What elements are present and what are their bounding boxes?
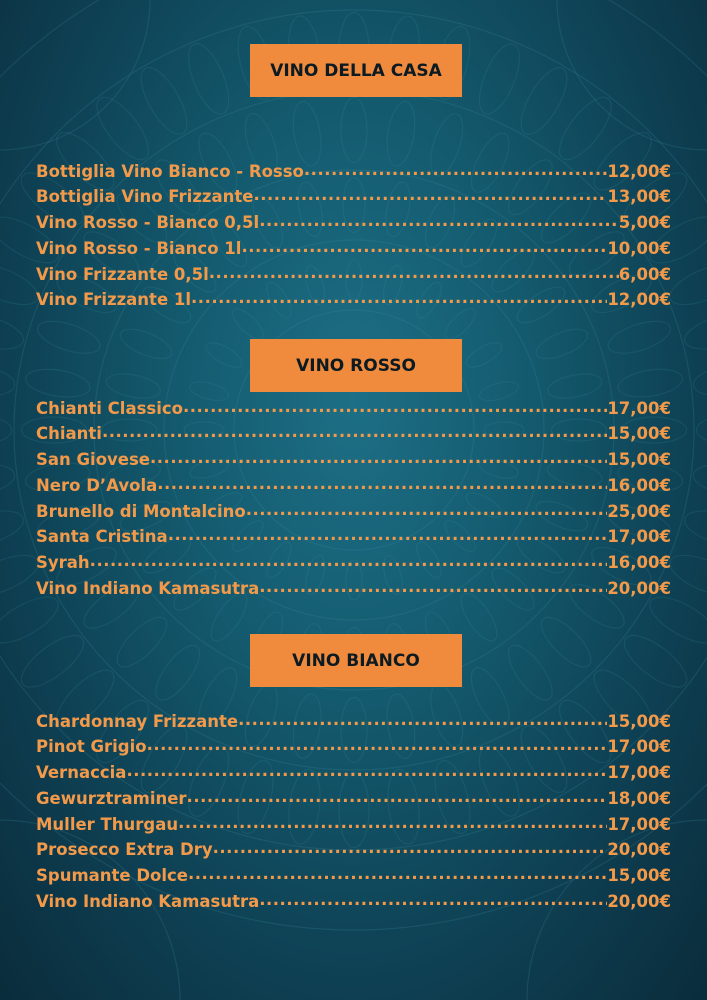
dot-leader — [209, 263, 619, 280]
item-price: 20,00€ — [607, 579, 671, 599]
item-price: 6,00€ — [618, 264, 671, 284]
item-price: 17,00€ — [607, 398, 671, 418]
item-price: 17,00€ — [607, 527, 671, 547]
dot-leader — [157, 474, 607, 491]
item-name: Vino Indiano Kamasutra — [36, 579, 260, 599]
item-name: Vino Indiano Kamasutra — [36, 892, 260, 912]
item-name: Bottiglia Vino Bianco - Rosso — [36, 161, 304, 181]
item-name: Gewurztraminer — [36, 788, 187, 808]
menu-item — [36, 212, 671, 238]
item-name: Vino Frizzante 0,5l — [36, 264, 209, 284]
mandala-petal — [341, 98, 367, 163]
menu-item — [36, 397, 671, 423]
mandala-petal — [34, 315, 104, 360]
mandala-petal — [14, 627, 92, 696]
item-price: 15,00€ — [607, 866, 671, 886]
menu-item — [36, 160, 671, 186]
section-header-vino-della-casa: VINO DELLA CASA — [250, 44, 462, 97]
dot-leader — [259, 891, 607, 908]
dot-leader — [187, 787, 608, 804]
menu-item — [36, 710, 671, 736]
item-name: Bottiglia Vino Frizzante — [36, 187, 254, 207]
section-header-vino-bianco: VINO BIANCO — [250, 634, 462, 687]
item-price: 12,00€ — [607, 161, 671, 181]
item-name: Chianti Classico — [36, 398, 183, 418]
mandala-petal — [110, 610, 174, 674]
mandala-petal — [0, 504, 27, 552]
mandala-petal — [551, 90, 620, 168]
mandala-petal — [0, 415, 12, 445]
dot-leader — [178, 813, 607, 830]
mandala-petal — [289, 100, 325, 168]
mandala-petal — [24, 365, 92, 401]
mandala-petal — [203, 338, 246, 372]
mandala-petal — [697, 415, 707, 445]
mandala-petal — [471, 39, 527, 120]
dot-leader — [188, 865, 607, 882]
menu-list-vino-bianco — [36, 710, 671, 916]
menu-item — [36, 813, 671, 839]
menu-item — [36, 423, 671, 449]
menu-item — [36, 449, 671, 475]
item-name: Vernaccia — [36, 763, 127, 783]
mandala-petal — [512, 61, 575, 141]
mandala-petal — [88, 90, 157, 168]
item-name: Prosecco Extra Dry — [36, 840, 213, 860]
menu-item — [36, 186, 671, 212]
menu-item — [36, 736, 671, 762]
dot-leader — [126, 762, 607, 779]
menu-item — [36, 474, 671, 500]
item-name: Chianti — [36, 424, 102, 444]
item-price: 20,00€ — [607, 840, 671, 860]
item-price: 13,00€ — [607, 187, 671, 207]
dot-leader — [259, 212, 619, 229]
item-price: 15,00€ — [607, 424, 671, 444]
menu-item — [36, 526, 671, 552]
mandala-petal — [665, 256, 707, 312]
section-header-vino-rosso: VINO ROSSO — [250, 339, 462, 392]
item-name: Pinot Grigio — [36, 737, 147, 757]
item-name: Spumante Dolce — [36, 866, 188, 886]
mandala-petal — [665, 547, 707, 603]
mandala-petal — [0, 307, 27, 355]
menu-item — [36, 787, 671, 813]
dot-leader — [259, 578, 607, 595]
dot-leader — [241, 237, 607, 254]
item-name: Brunello di Montalcino — [36, 501, 246, 521]
dot-leader — [147, 736, 608, 753]
dot-leader — [238, 710, 607, 727]
mandala-petal — [501, 639, 560, 707]
menu-item — [36, 552, 671, 578]
dot-leader — [253, 186, 607, 203]
item-price: 18,00€ — [607, 788, 671, 808]
mandala-petal — [604, 315, 674, 360]
mandala-petal — [532, 323, 591, 364]
item-price: 15,00€ — [607, 450, 671, 470]
item-name: Nero D’Avola — [36, 475, 158, 495]
item-name: Muller Thurgau — [36, 814, 179, 834]
mandala-petal — [692, 460, 707, 500]
dot-leader — [168, 526, 608, 543]
dot-leader — [183, 397, 607, 414]
item-price: 15,00€ — [607, 711, 671, 731]
mandala-petal — [692, 361, 707, 401]
menu-item — [36, 237, 671, 263]
mandala-petal — [617, 627, 695, 696]
item-price: 17,00€ — [607, 737, 671, 757]
menu-item — [36, 263, 671, 289]
item-price: 25,00€ — [607, 501, 671, 521]
mandala-petal — [463, 338, 506, 372]
item-price: 17,00€ — [607, 763, 671, 783]
item-price: 10,00€ — [607, 238, 671, 258]
menu-item — [36, 762, 671, 788]
item-price: 16,00€ — [607, 475, 671, 495]
item-name: Vino Rosso - Bianco 0,5l — [36, 213, 260, 233]
item-price: 16,00€ — [607, 553, 671, 573]
item-price: 5,00€ — [618, 213, 671, 233]
mandala-petal — [383, 100, 419, 168]
item-price: 20,00€ — [607, 892, 671, 912]
mandala-petal — [132, 61, 195, 141]
item-price: 12,00€ — [607, 290, 671, 310]
menu-item — [36, 865, 671, 891]
menu-list-vino-rosso — [36, 397, 671, 603]
item-price: 17,00€ — [607, 814, 671, 834]
menu-item — [36, 500, 671, 526]
item-name: Santa Cristina — [36, 527, 168, 547]
item-name: Vino Rosso - Bianco 1l — [36, 238, 242, 258]
dot-leader — [102, 423, 607, 440]
mandala-petal — [681, 504, 707, 552]
mandala-petal — [616, 365, 684, 401]
menu-item — [36, 289, 671, 315]
mandala-petal — [148, 639, 207, 707]
dot-leader — [304, 160, 607, 177]
mandala-petal — [116, 323, 175, 364]
dot-leader — [246, 500, 608, 517]
dot-leader — [90, 552, 608, 569]
dot-leader — [150, 449, 607, 466]
item-name: San Giovese — [36, 450, 151, 470]
menu-item — [36, 891, 671, 917]
item-name: Vino Frizzante 1l — [36, 290, 192, 310]
dot-leader — [191, 289, 607, 306]
menu-list-vino-della-casa — [36, 160, 671, 315]
item-name: Chardonnay Frizzante — [36, 711, 239, 731]
mandala-petal — [0, 361, 16, 401]
mandala-petal — [681, 307, 707, 355]
dot-leader — [213, 839, 608, 856]
mandala-petal — [180, 39, 236, 120]
menu-item — [36, 578, 671, 604]
mandala-petal — [534, 610, 598, 674]
menu-item — [36, 839, 671, 865]
item-name: Syrah — [36, 553, 90, 573]
mandala-petal — [0, 460, 16, 500]
